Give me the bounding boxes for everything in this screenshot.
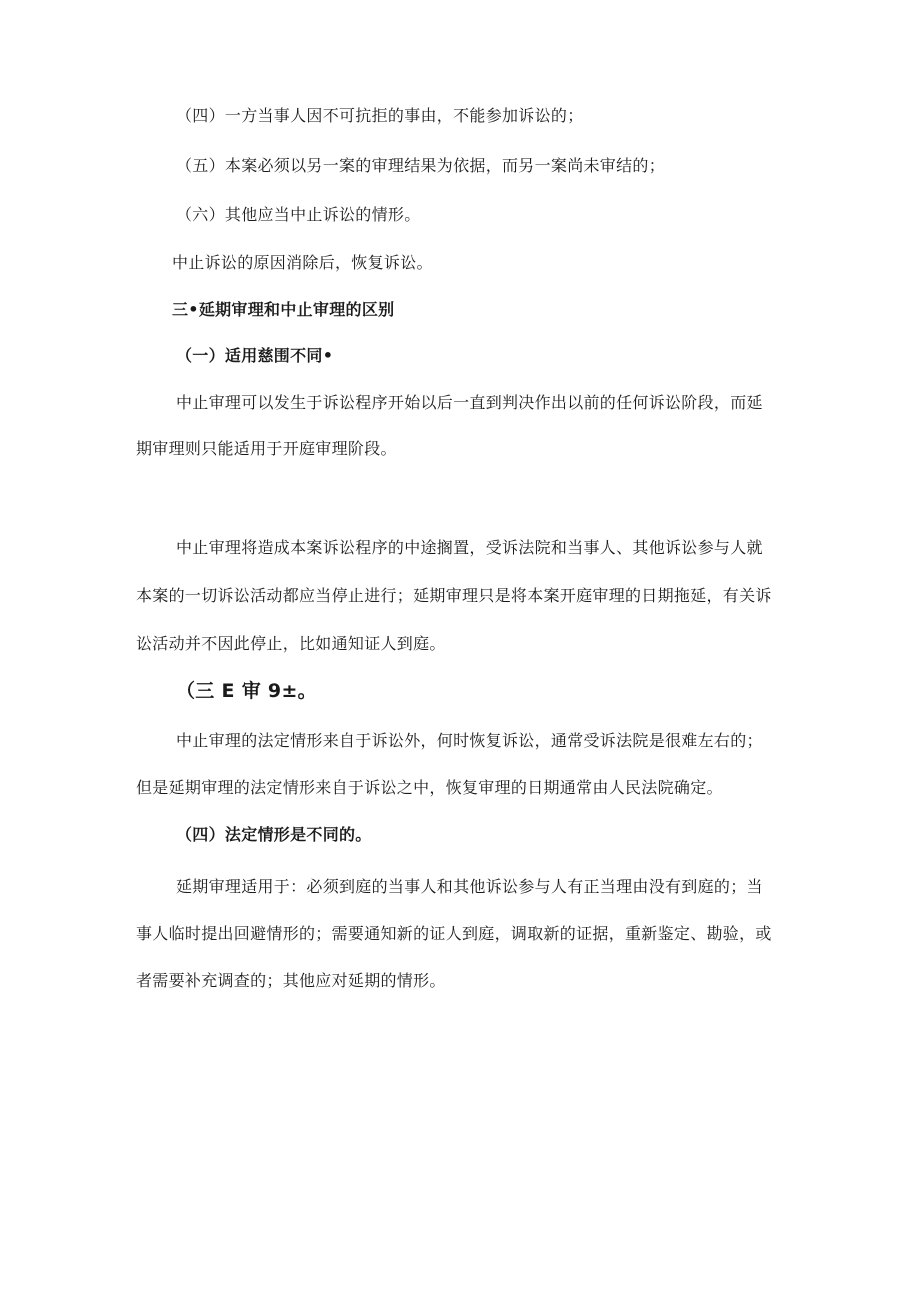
subsection-one-heading: （一）适用慈围不同• — [176, 346, 334, 365]
paragraph-three-line: 但是延期审理的法定情形来自于诉讼之中，恢复审理的日期通常由人民法院确定。 — [136, 778, 723, 797]
paragraph-one-line: 期审理则只能适用于开庭审理阶段。 — [136, 439, 397, 458]
list-item-five: （五）本案必须以另一案的审理结果为依据，而另一案尚未审结的； — [176, 156, 666, 175]
paragraph-two-line: 中止审理将造成本案诉讼程序的中途搁置，受诉法院和当事人、其他诉讼参与人就 — [176, 538, 763, 557]
paragraph-two-line: 本案的一切诉讼活动都应当停止进行；延期审理只是将本案开庭审理的日期拖延，有关诉 — [136, 586, 772, 605]
subsection-three-heading: （三 E 审 9±。 — [176, 680, 317, 702]
paragraph-three-line: 中止审理的法定情形来自于诉讼外，何时恢复诉讼，通常受诉法院是很难左右的； — [176, 731, 763, 750]
paragraph-two-line: 讼活动并不因此停止，比如通知证人到庭。 — [136, 634, 446, 653]
paragraph-four-line: 者需要补充调查的；其他应对延期的情形。 — [136, 971, 446, 990]
paragraph-one-line: 中止审理可以发生于诉讼程序开始以后一直到判决作出以前的任何诉讼阶段，而延 — [176, 393, 763, 412]
resume-note: 中止诉讼的原因消除后，恢复诉讼。 — [172, 253, 433, 272]
paragraph-four-line: 延期审理适用于：必须到庭的当事人和其他诉讼参与人有正当理由没有到庭的；当 — [176, 877, 763, 896]
paragraph-four-line: 事人临时提出回避情形的；需要通知新的证人到庭，调取新的证据，重新鉴定、勘验，或 — [136, 924, 772, 943]
subsection-four-heading: （四）法定情形是不同的。 — [176, 825, 372, 844]
list-item-six: （六）其他应当中止诉讼的情形。 — [176, 205, 421, 224]
list-item-four: （四）一方当事人因不可抗拒的事由，不能参加诉讼的； — [176, 106, 584, 125]
section-three-heading: 三•延期审理和中止审理的区别 — [172, 300, 395, 319]
